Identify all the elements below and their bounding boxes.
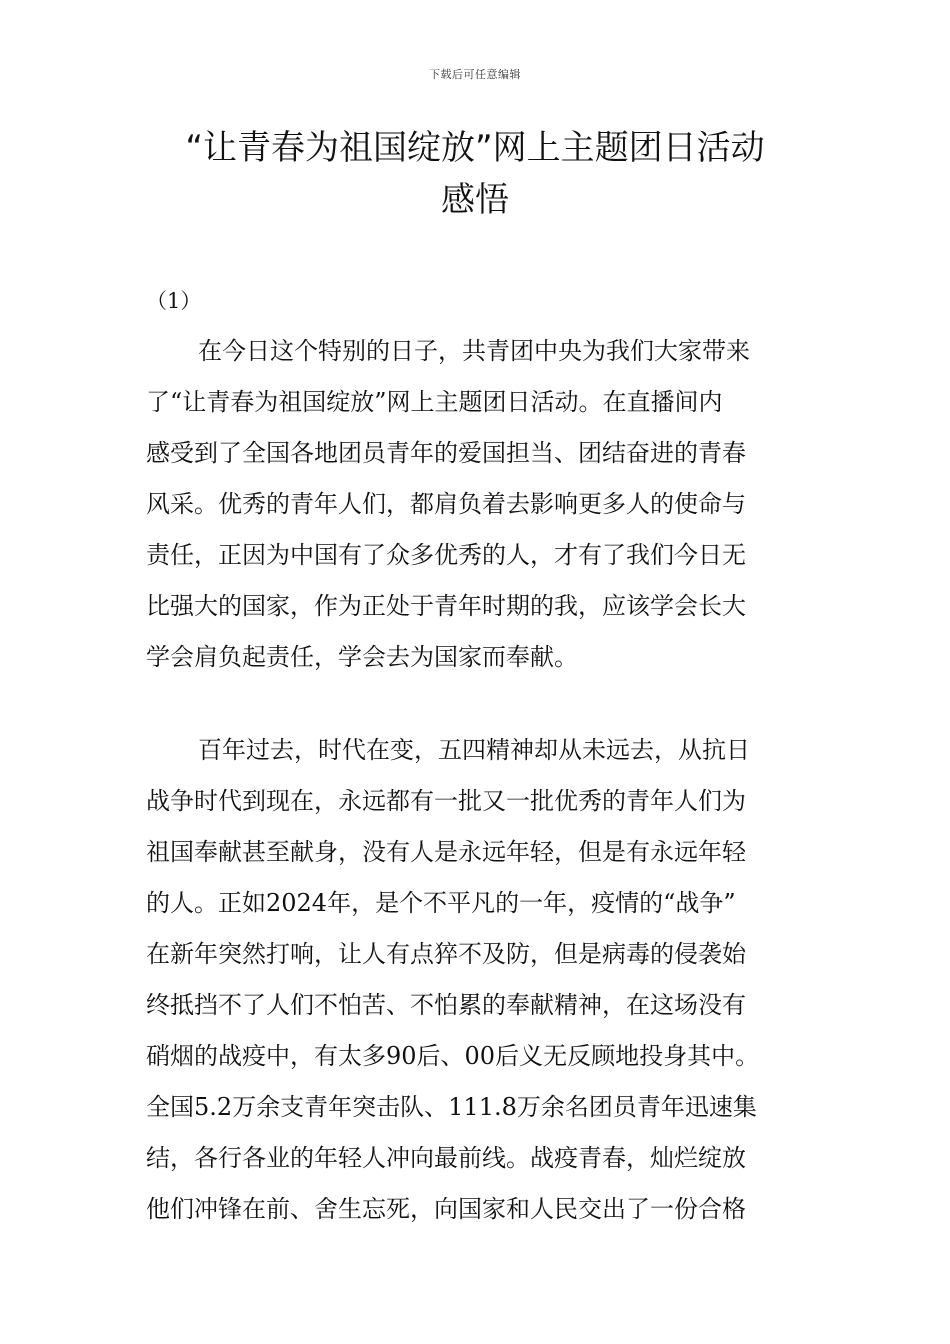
paragraph-line: 学会肩负起责任，学会去为国家而奉献。	[146, 643, 578, 671]
paragraph-1	[146, 326, 808, 683]
document-title	[120, 122, 830, 226]
paragraph-line: 祖国奉献甚至献身，没有人是永远年轻，但是有永远年轻	[146, 838, 746, 866]
paragraph-line: 终抵挡不了人们不怕苦、不怕累的奉献精神，在这场没有	[146, 991, 746, 1019]
paragraph-line: 硝烟的战疫中，有太多90后、00后义无反顾地投身其中。	[146, 1042, 760, 1070]
paragraph-line: 在今日这个特别的日子，共青团中央为我们大家带来	[198, 337, 750, 365]
header-note: 下载后可任意编辑	[429, 68, 521, 81]
paragraph-line: 战争时代到现在，永远都有一批又一批优秀的青年人们为	[146, 787, 746, 815]
paragraph-line: 了“让青春为祖国绽放”网上主题团日活动。在直播间内	[146, 388, 723, 416]
paragraph-line: 在新年突然打响，让人有点猝不及防，但是病毒的侵袭始	[146, 940, 746, 968]
paragraph-line: 的人。正如2024年，是个不平凡的一年，疫情的“战争”	[146, 889, 736, 917]
section-label: （1）	[146, 289, 202, 313]
title-line-1: “让青春为祖国绽放”网上主题团日活动	[185, 128, 765, 168]
paragraph-line: 风采。优秀的青年人们，都肩负着去影响更多人的使命与	[146, 490, 746, 518]
paragraph-line: 结，各行各业的年轻人冲向最前线。战疫青春，灿烂绽放	[146, 1144, 746, 1172]
paragraph-line: 全国5.2万余支青年突击队、111.8万余名团员青年迅速集	[146, 1093, 757, 1121]
paragraph-line: 责任，正因为中国有了众多优秀的人，才有了我们今日无	[146, 541, 746, 569]
title-line-2: 感悟	[441, 180, 509, 220]
paragraph-line: 比强大的国家，作为正处于青年时期的我，应该学会长大	[146, 592, 746, 620]
paragraph-line: 他们冲锋在前、舍生忘死，向国家和人民交出了一份合格	[146, 1195, 746, 1223]
paragraph-line: 感受到了全国各地团员青年的爱国担当、团结奋进的青春	[146, 439, 746, 467]
paragraph-2	[146, 725, 808, 1235]
paragraph-line: 百年过去，时代在变，五四精神却从未远去，从抗日	[198, 736, 750, 764]
